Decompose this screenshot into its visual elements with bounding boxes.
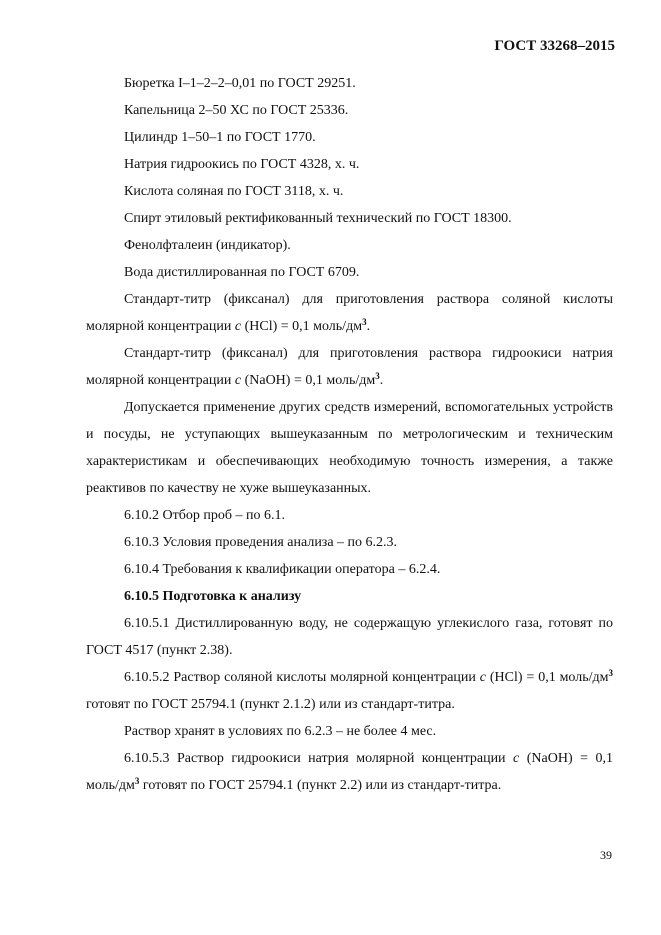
section-6-10-2: 6.10.2 Отбор проб – по 6.1. [124,508,285,523]
page-number: 39 [600,848,612,862]
titr-naoh-paragraph: Стандарт-титр (фиксанал) для приготовления раствора гидроокиси натрия молярной концентрации с (NaOH) = 0,1 моль/$дм^3$. [86,346,613,388]
page-header-standard: ГОСТ 33268–2015 [494,38,615,54]
document-body [86,70,613,799]
equipment-item: Кислота соляная по ГОСТ 3118, х. ч. [124,184,344,199]
titr-hcl-paragraph: Стандарт-титр (фиксанал) для приготовления раствора соляной кислоты молярной концентрации с (HCl) = 0,1 моль/$дм^3$. [86,292,613,334]
section-6-10-5-3: 6.10.5.3 Раствор гидроокиси натрия молярной концентрации с (NaOH) = 0,1 моль/$дм^3$ готовят по ГОСТ 25794.1 (пункт 2.2) или из стандарт-титра. [86,751,613,793]
equipment-item: Натрия гидроокись по ГОСТ 4328, х. ч. [124,157,360,172]
section-6-10-4: 6.10.4 Требования к квалификации оператора – 6.2.4. [124,562,441,577]
section-6-10-5-2: 6.10.5.2 Раствор соляной кислоты молярной концентрации с (HCl) = 0,1 моль/$дм^3$ готовят по ГОСТ 25794.1 (пункт 2.1.2) или из стандарт-титра. [86,668,613,712]
storage-note: Раствор хранят в условиях по 6.2.3 – не более 4 мес. [124,724,437,739]
section-6-10-5-1: 6.10.5.1 Дистиллированную воду, не содержащую углекислого газа, готовят по ГОСТ 4517 (пункт 2.38). [86,616,613,658]
equipment-item: Фенолфталеин (индикатор). [124,238,291,253]
allowed-paragraph: Допускается применение других средств измерений, вспомогательных устройств и посуды, не уступающих вышеуказанным по метрологическим и техническим характеристикам и обеспечивающих необходимую точность измерения, а также реактивов по качеству не хуже вышеуказанных. [86,400,613,496]
equipment-item: Спирт этиловый ректификованный технический по ГОСТ 18300. [124,211,512,226]
section-6-10-5-heading: 6.10.5 Подготовка к анализу [124,589,302,604]
equipment-item: Капельница 2–50 ХС по ГОСТ 25336. [124,103,349,118]
equipment-item: Цилиндр 1–50–1 по ГОСТ 1770. [124,130,316,145]
equipment-item: Вода дистиллированная по ГОСТ 6709. [124,265,360,280]
section-6-10-3: 6.10.3 Условия проведения анализа – по 6.2.3. [124,535,398,550]
equipment-item: Бюретка I–1–2–2–0,01 по ГОСТ 29251. [124,76,356,91]
